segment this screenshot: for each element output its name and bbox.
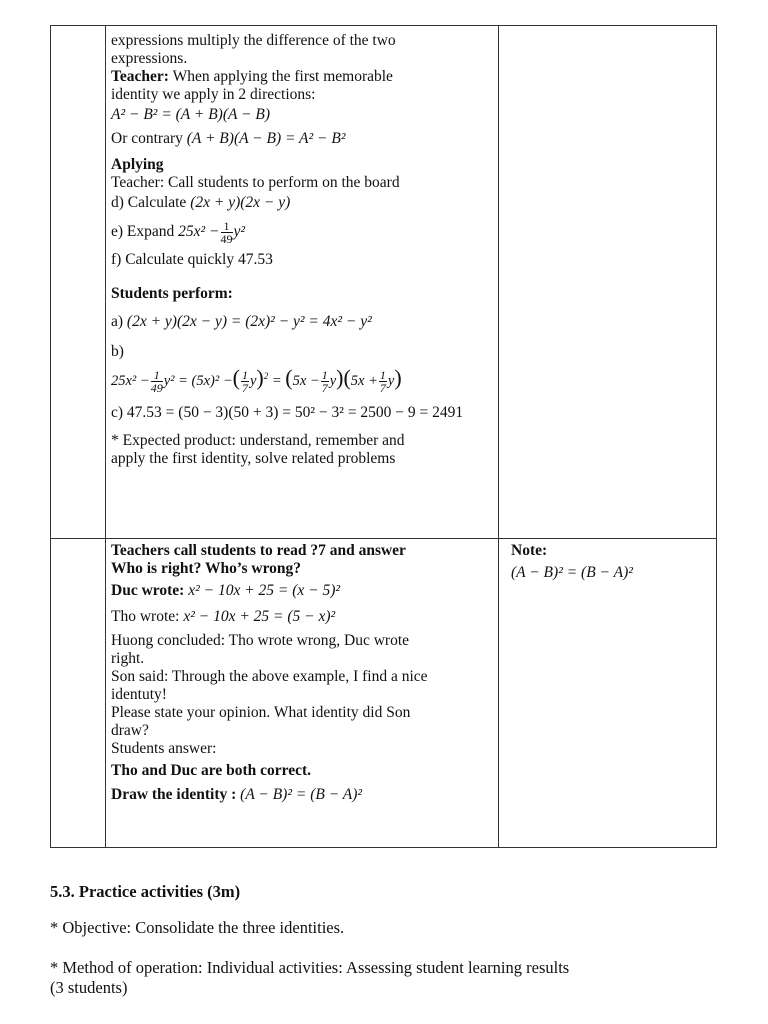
note-formula: (A − B)² = (B − A)² [511,564,633,581]
row1-content-cell [111,32,496,468]
tho-formula: x² − 10x + 25 = (5 − x)² [183,608,336,625]
please-line-2: draw? [111,722,149,739]
draw-identity-line [111,786,496,804]
objective-line: * Objective: Consolidate the three identities. [50,918,345,937]
fraction-1-49 [151,369,163,394]
duc-formula: x² − 10x + 25 = (x − 5)² [188,582,341,599]
exercise-e-formula-a: 25x² − [178,223,220,241]
expected-product-line-2: apply the first identity, solve related problems [111,450,396,468]
method-line-1: * Method of operation: Individual activities: Assessing student learning results [50,958,570,977]
contrary-formula: (A + B)(A − B) = A² − B² [186,130,346,147]
fraction-1-7 [321,369,329,394]
fraction-denominator: 7 [241,381,248,396]
b-part-4: = [271,373,286,389]
exercise-d-label: d) Calculate [111,194,191,211]
contrary-line [111,130,496,148]
column-divider-2 [498,26,499,847]
exercise-f-label: f) Calculate quickly [111,251,238,268]
solution-b-formula [111,365,496,396]
exponent-2: 2 [263,371,269,382]
paren-close: ) [256,365,264,390]
draw-identity-label: Draw the identity : [111,786,241,803]
teacher-paragraph [111,68,496,86]
paren-close: ) [336,365,344,390]
b-part-3: y [249,373,257,389]
b-part-8: y [387,373,395,389]
fraction-denominator: 7 [321,381,328,396]
students-perform-heading: Students perform: [111,285,233,302]
note-cell [511,542,711,582]
fraction-numerator: 1 [221,220,233,233]
exercise-d-formula: (2x + y)(2x − y) [190,194,291,211]
solution-b-label: b) [111,343,124,360]
fraction-1-7 [241,369,249,394]
call-students-line: Teacher: Call students to perform on the board [111,174,400,191]
lesson-table [50,25,717,848]
fraction-denominator: 49 [220,232,233,246]
row2-content-cell [111,542,496,804]
contrary-prefix: Or contrary [111,130,187,147]
row-divider [51,538,716,539]
solution-c: c) 47.53 = (50 − 3)(50 + 3) = 50² − 3² = 2500 − 9 = 2491 [111,404,464,422]
exercise-f [111,251,496,269]
fraction-numerator: 1 [241,368,248,383]
exercise-e-label: e) Expand [111,223,179,241]
duc-line [111,582,496,600]
son-line-2: identuty! [111,686,167,703]
exercise-e [111,220,496,245]
intro-line-1: expressions multiply the difference of the two [111,32,396,49]
teacher-text-2: identity we apply in 2 directions: [111,86,316,103]
b-part-6: y [329,373,337,389]
paren-open: ( [232,365,240,390]
please-line-1: Please state your opinion. What identity did Son [111,704,411,721]
fraction-1-7 [379,369,387,394]
huong-line-2: right. [111,650,145,667]
students-answer-line: Students answer: [111,740,217,757]
method-line-2: (3 students) [50,978,128,997]
solution-a-label: a) [111,313,127,330]
teachers-call-line: Teachers call students to read ?7 and answer [111,542,406,559]
fraction-denominator: 7 [379,381,386,396]
expected-product-line-1: * Expected product: understand, remember and [111,432,405,450]
solution-a-formula: (2x + y)(2x − y) = (2x)² − y² = 4x² − y² [126,313,372,330]
fraction-denominator: 49 [150,381,163,396]
note-label: Note: [511,542,548,559]
applying-heading: Aplying [111,156,164,173]
exercise-f-value: 47.53 [237,251,273,268]
tho-label: Tho wrote: [111,608,184,625]
fraction-numerator: 1 [321,368,328,383]
draw-identity-formula: (A − B)² = (B − A)² [240,786,363,803]
exercise-e-formula-b: y² [233,223,246,241]
who-right-line: Who is right? Who’s wrong? [111,560,302,577]
paren-close: ) [394,365,402,390]
b-part-7: 5x + [350,373,378,389]
fraction-1-49 [221,220,233,245]
b-part-2: y² = (5x)² − [163,373,233,389]
fraction-numerator: 1 [151,369,163,382]
paren-open: ( [285,365,293,390]
solution-a [111,313,496,331]
intro-line-2: expressions. [111,50,188,67]
duc-label: Duc wrote: [111,582,189,599]
tho-line [111,608,496,626]
exercise-d [111,194,496,212]
teacher-text-1: When applying the first memorable [168,68,393,85]
identity-formula: A² − B² = (A + B)(A − B) [111,106,271,123]
son-line-1: Son said: Through the above example, I find a nice [111,668,428,685]
both-correct-line: Tho and Duc are both correct. [111,762,312,779]
b-part-1: 25x² − [111,373,150,389]
teacher-label: Teacher: [111,68,169,85]
fraction-numerator: 1 [379,368,386,383]
huong-line-1: Huong concluded: Tho wrote wrong, Duc wrote [111,632,410,649]
section-heading: 5.3. Practice activities (3m) [50,882,241,901]
column-divider-1 [105,26,106,847]
b-part-5: 5x − [292,373,320,389]
paren-open: ( [343,365,351,390]
